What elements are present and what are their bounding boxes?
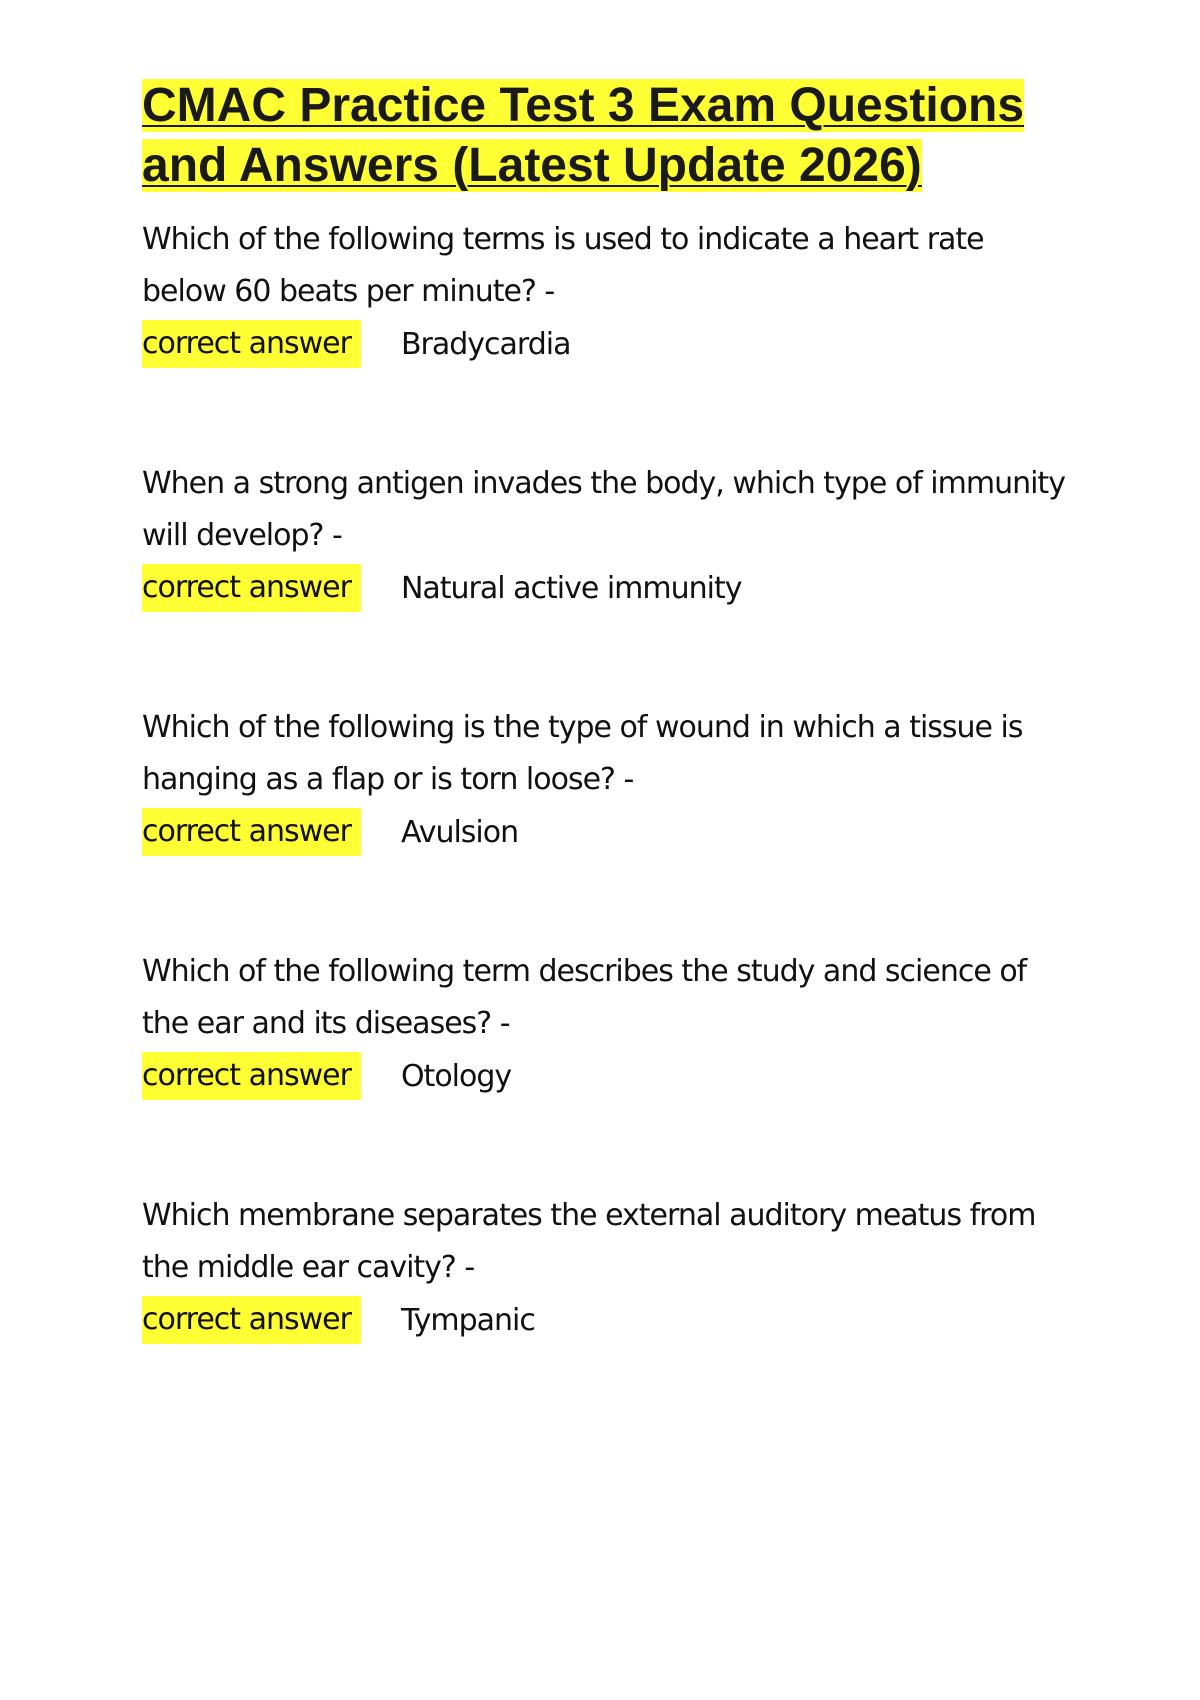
answer-text: Natural active immunity bbox=[400, 570, 742, 606]
question-text: Which membrane separates the external auditory meatus from the middle ear cavity? - bbox=[142, 1198, 1036, 1285]
correct-answer-label: correct answer bbox=[142, 564, 361, 612]
question-text: Which of the following terms is used to indicate a heart rate below 60 beats per minute? - bbox=[142, 222, 984, 309]
correct-answer-label: correct answer bbox=[142, 808, 361, 856]
document-title-text: CMAC Practice Test 3 Exam Questions and Answers (Latest Update 2026) bbox=[142, 79, 1025, 192]
answer-row bbox=[142, 562, 1072, 614]
answer-text: Avulsion bbox=[400, 814, 519, 850]
answer-text: Tympanic bbox=[400, 1302, 535, 1338]
question-text: Which of the following term describes the study and science of the ear and its diseases? - bbox=[142, 954, 1027, 1041]
correct-answer-label: correct answer bbox=[142, 1296, 361, 1344]
qa-item-2 bbox=[142, 458, 1072, 614]
answer-text: Otology bbox=[400, 1058, 512, 1094]
correct-answer-label: correct answer bbox=[142, 320, 361, 368]
answer-text: Bradycardia bbox=[400, 326, 571, 362]
answer-row bbox=[142, 1050, 1072, 1102]
question-text: Which of the following is the type of wound in which a tissue is hanging as a flap or is torn loose? - bbox=[142, 710, 1023, 797]
qa-item-3 bbox=[142, 702, 1072, 858]
qa-item-4 bbox=[142, 946, 1072, 1102]
answer-row bbox=[142, 318, 1072, 370]
document-title bbox=[142, 76, 1072, 196]
answer-row bbox=[142, 1294, 1072, 1346]
answer-row bbox=[142, 806, 1072, 858]
qa-item-5 bbox=[142, 1190, 1072, 1346]
document-page bbox=[142, 76, 1072, 1434]
question-text: When a strong antigen invades the body, which type of immunity will develop? - bbox=[142, 466, 1065, 553]
correct-answer-label: correct answer bbox=[142, 1052, 361, 1100]
qa-item-1 bbox=[142, 214, 1072, 370]
